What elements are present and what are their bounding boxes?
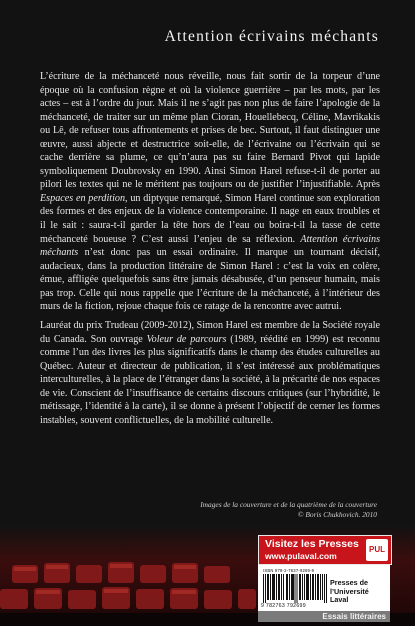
isbn-label: ISBN 978-2-7637-9269-9 [263, 568, 315, 573]
collection-label: Essais littéraires [258, 611, 390, 622]
summary-paragraph [40, 70, 380, 314]
publisher-line-2: l’Université Laval [330, 586, 369, 604]
publisher-promo-banner[interactable] [258, 535, 392, 565]
promo-text: Visitez les Presses [265, 538, 359, 550]
bio-text-b: (1989, réédité en 1999) est reconnu comme l’un des livres les plus significatifs dans le champ des études culturelles au Québec. Auteur et directeur de publication, il s’est intéressé aux problématiques interculturelles, à la place de l’étranger dans la société, à la précarité de nos espaces de vie. Conscient de l’insuffisance de certains discours critiques (sur l’hybridité, le métissage, l’identité à la carte), il se donne à présent l’objectif de cerner les formes instables, souvent conflictuelles, de la mobilité culturelle. [40, 333, 380, 426]
barcode-icon [263, 574, 327, 603]
promo-url-link[interactable]: www.pulaval.com [265, 551, 337, 561]
barcode-number: 9 782763 792699 [261, 603, 306, 609]
publisher-name [330, 579, 388, 605]
bio-title-ref: Voleur de parcours [146, 333, 227, 345]
pul-logo-text: PUL [369, 545, 385, 554]
pul-logo-icon [366, 539, 388, 561]
summary-title-ref-2: Attention écrivains méchants [40, 233, 381, 259]
barcode-panel [258, 565, 390, 611]
credit-line-2: © Boris Chukhovich. 2010 [297, 509, 377, 519]
page-title: Attention écrivains méchants [164, 28, 379, 45]
publisher-line-1: Presses de [330, 578, 368, 587]
bio-text-a: Lauréat du prix Trudeau (2009-2012), Simon Harel est membre de la Société royale du Canada. Son ouvrage [40, 320, 380, 345]
summary-text-a: L’écriture de la méchanceté nous réveille, nous fait sortir de la torpeur d’une époque où la confusion règne et où la violence guerrière – par les mots, par les actes – est à l’ordre du jour. Mais il ne s’agit pas non plus de faire l’apologie de la méchanceté, de traiter sur un même plan Cioran, Houellebecq, Céline, Mavrikakis ou Lê, de refuser tous affrontements et prises de bec. Surtout, il faut distinguer une œuvre, aussi abjecte et destructrice soit-elle, de l’écrivaine ou l’écrivain qui se cache derrière sa plume, ce qu’n’aura pas su faire Bernard Pivot qui lapide symboliquement Doubrovsky en 1990. Ainsi Simon Harel refuse-t-il de porter au pilori les textes qui ne le méritent pas toujours ou de justifier l’injustifiable. Après [40, 71, 380, 191]
summary-title-ref-1: Espaces en perdition [40, 192, 126, 204]
image-credit [200, 500, 377, 519]
summary-text-c: n’est donc pas un essai ordinaire. Il marque un tournant décisif, audacieux, dans la production littéraire de Simon Harel : c’est la voix en colère, émue, affligée quelquefois sans être jamais désabusée, d’un penseur humain, mais pas trop. Celle qui nous rappelle que l’écriture de la méchanceté, à l’intérieur des murs de la fiction, rejoue chaque fois ce ratage de la rencontre avec autrui. [40, 247, 380, 313]
credit-line-1: Images de la couverture et de la quatrième de la couverture [200, 500, 377, 509]
summary-text-b: , un diptyque remarqué, Simon Harel continue son exploration des formes et des enjeux de la violence contemporaine. Il nage en eaux troubles et il le sait : saura-t-il garder la tête hors de l’eau ou boira-t-il la tasse de cette méchanceté boueuse ? C’est aussi l’enjeu de sa réflexion. [40, 192, 380, 245]
author-bio-paragraph [40, 319, 380, 427]
